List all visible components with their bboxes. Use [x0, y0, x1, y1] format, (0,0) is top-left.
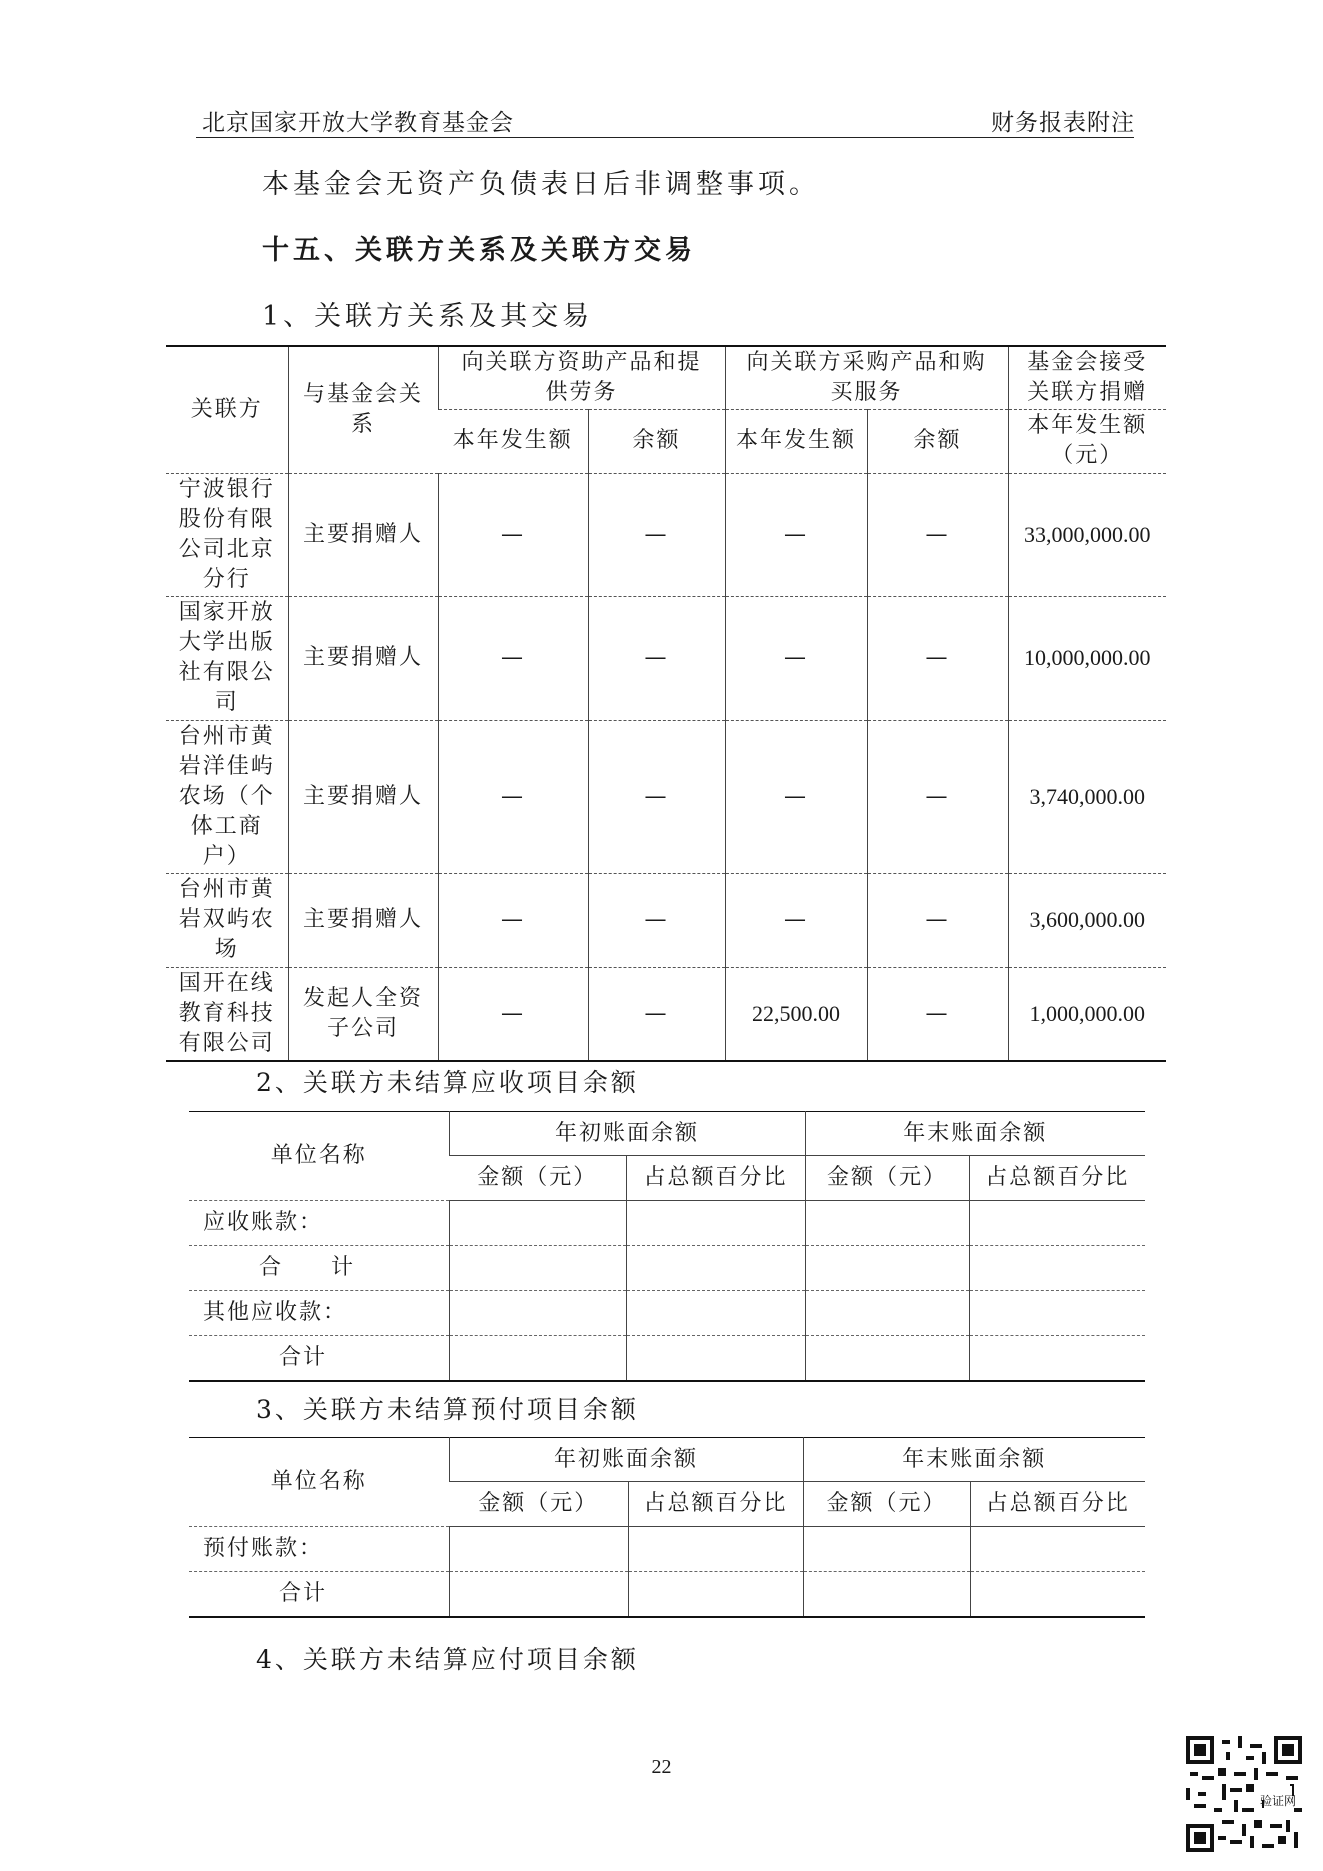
cell	[626, 1201, 805, 1246]
header-donation-current: 本年发生额（元）	[1008, 409, 1166, 473]
header-doc-type: 财务报表附注	[991, 110, 1135, 136]
party-name: 宁波银行股份有限公司北京分行	[166, 473, 288, 596]
cell	[970, 1572, 1145, 1617]
provide-current: —	[438, 720, 588, 873]
purchase-current: 22,500.00	[725, 967, 867, 1061]
row-label: 其他应收款：	[189, 1291, 449, 1336]
table-row	[166, 596, 1166, 720]
donation-amount: 3,740,000.00	[1008, 720, 1166, 873]
header-end-amount: 金额（元）	[805, 1156, 969, 1201]
row-label: 应收账款：	[189, 1201, 449, 1246]
table-row	[166, 967, 1166, 1061]
section-title: 十五、关联方关系及关联方交易	[262, 235, 696, 266]
header-begin-amount: 金额（元）	[449, 1156, 626, 1201]
cell	[803, 1527, 970, 1572]
header-donation-group: 基金会接受关联方捐赠	[1008, 346, 1166, 409]
purchase-current: —	[725, 596, 867, 720]
provide-balance: —	[588, 473, 725, 596]
donation-amount: 1,000,000.00	[1008, 967, 1166, 1061]
provide-current: —	[438, 873, 588, 967]
table-row	[189, 1201, 1145, 1246]
intro-paragraph: 本基金会无资产负债表日后非调整事项。	[262, 169, 820, 200]
header-purchase-balance: 余额	[867, 409, 1008, 473]
donation-amount: 10,000,000.00	[1008, 596, 1166, 720]
provide-current: —	[438, 596, 588, 720]
table-row	[189, 1246, 1145, 1291]
header-end-percent: 占总额百分比	[970, 1482, 1145, 1527]
row-label: 预付账款：	[189, 1527, 449, 1572]
cell	[626, 1291, 805, 1336]
cell	[970, 1527, 1145, 1572]
header-begin-balance: 年初账面余额	[449, 1112, 805, 1156]
party-name: 国家开放大学出版社有限公司	[166, 596, 288, 720]
header-purchase-current: 本年发生额	[725, 409, 867, 473]
purchase-current: —	[725, 873, 867, 967]
row-label: 合计	[189, 1572, 449, 1617]
table-row	[189, 1572, 1145, 1617]
provide-balance: —	[588, 873, 725, 967]
party-name: 台州市黄岩洋佳屿农场（个体工商户）	[166, 720, 288, 873]
subsection-4-title: 4、关联方未结算应付项目余额	[256, 1645, 639, 1674]
related-party-transactions-table	[166, 345, 1166, 1062]
purchase-balance: —	[867, 596, 1008, 720]
header-provide-group: 向关联方资助产品和提供劳务	[438, 346, 725, 409]
header-party: 关联方	[166, 346, 288, 473]
cell	[628, 1572, 803, 1617]
cell	[449, 1291, 626, 1336]
header-unit-name: 单位名称	[189, 1112, 449, 1201]
party-name: 台州市黄岩双屿农场	[166, 873, 288, 967]
purchase-balance: —	[867, 967, 1008, 1061]
cell	[805, 1201, 969, 1246]
header-purchase-group: 向关联方采购产品和购买服务	[725, 346, 1008, 409]
qr-label: 验证网	[1259, 1793, 1297, 1808]
donation-amount: 3,600,000.00	[1008, 873, 1166, 967]
cell	[969, 1336, 1145, 1381]
purchase-current: —	[725, 720, 867, 873]
cell	[805, 1336, 969, 1381]
table-row	[189, 1291, 1145, 1336]
party-relation: 主要捐赠人	[288, 873, 438, 967]
cell	[805, 1291, 969, 1336]
subsection-3-title: 3、关联方未结算预付项目余额	[256, 1395, 639, 1424]
subsection-1-title: 1、关联方关系及其交易	[262, 301, 594, 332]
purchase-current: —	[725, 473, 867, 596]
cell	[969, 1246, 1145, 1291]
header-end-percent: 占总额百分比	[969, 1156, 1145, 1201]
cell	[969, 1291, 1145, 1336]
cell	[969, 1201, 1145, 1246]
header-org: 北京国家开放大学教育基金会	[202, 110, 514, 136]
provide-current: —	[438, 473, 588, 596]
cell	[449, 1201, 626, 1246]
row-label: 合 计	[189, 1246, 449, 1291]
purchase-balance: —	[867, 473, 1008, 596]
page-number: 22	[651, 1756, 672, 1778]
header-begin-percent: 占总额百分比	[626, 1156, 805, 1201]
provide-current: —	[438, 967, 588, 1061]
table-row	[166, 720, 1166, 873]
header-begin-balance: 年初账面余额	[449, 1438, 803, 1482]
provide-balance: —	[588, 596, 725, 720]
cell	[805, 1246, 969, 1291]
party-relation: 主要捐赠人	[288, 473, 438, 596]
table-row	[189, 1527, 1145, 1572]
table-row	[166, 873, 1166, 967]
prepayments-table	[189, 1437, 1145, 1618]
header-begin-percent: 占总额百分比	[628, 1482, 803, 1527]
party-relation: 主要捐赠人	[288, 720, 438, 873]
party-relation: 发起人全资子公司	[288, 967, 438, 1061]
header-unit-name: 单位名称	[189, 1438, 449, 1527]
header-end-balance: 年末账面余额	[803, 1438, 1145, 1482]
provide-balance: —	[588, 967, 725, 1061]
cell	[449, 1572, 628, 1617]
header-rule	[196, 137, 1134, 138]
header-relation: 与基金会关系	[288, 346, 438, 473]
table-row	[189, 1336, 1145, 1381]
donation-amount: 33,000,000.00	[1008, 473, 1166, 596]
row-label: 合计	[189, 1336, 449, 1381]
cell	[626, 1246, 805, 1291]
receivables-table	[189, 1111, 1145, 1382]
provide-balance: —	[588, 720, 725, 873]
subsection-2-title: 2、关联方未结算应收项目余额	[256, 1068, 639, 1097]
purchase-balance: —	[867, 873, 1008, 967]
cell	[626, 1336, 805, 1381]
party-name: 国开在线教育科技有限公司	[166, 967, 288, 1061]
qr-code-icon	[1186, 1736, 1302, 1852]
header-provide-balance: 余额	[588, 409, 725, 473]
cell	[628, 1527, 803, 1572]
header-begin-amount: 金额（元）	[449, 1482, 628, 1527]
header-provide-current: 本年发生额	[438, 409, 588, 473]
cell	[449, 1527, 628, 1572]
cell	[449, 1246, 626, 1291]
cell	[803, 1572, 970, 1617]
table-row	[166, 473, 1166, 596]
header-end-balance: 年末账面余额	[805, 1112, 1145, 1156]
cell	[449, 1336, 626, 1381]
header-end-amount: 金额（元）	[803, 1482, 970, 1527]
purchase-balance: —	[867, 720, 1008, 873]
party-relation: 主要捐赠人	[288, 596, 438, 720]
